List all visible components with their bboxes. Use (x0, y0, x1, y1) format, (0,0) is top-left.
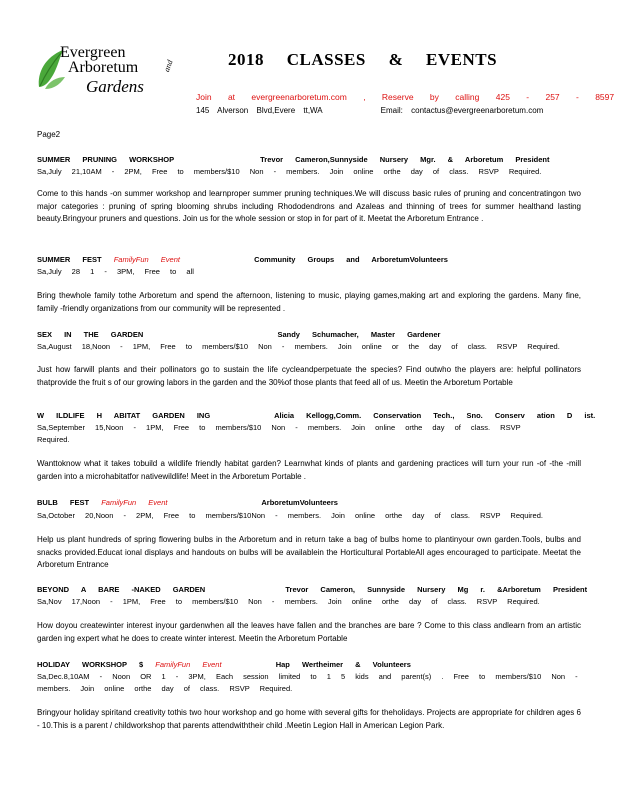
family-fun-tag: FamilyFun (155, 660, 191, 669)
event-tag: Event (148, 498, 168, 507)
reserve-line[interactable]: Join at evergreenarboretum.com , Reserve by calling 425 - 257 - 8597 (196, 92, 615, 102)
event-description: Bringyour holiday spiritand creativity tothis two hour workshop and go home with several gifts for theholidays. Projects are appropriate for children ages 6 - 10.This is a parent / childworkshop that parents attendwiththeir child .Meetin Legion Hall in American Legion Park. (37, 708, 581, 730)
logo-line-evergreen: Evergreen (60, 44, 126, 61)
event-tag: Event (202, 660, 222, 669)
event-tag: Event (160, 255, 180, 264)
event-presenter: Hap Wertheimer & Volunteers (275, 660, 411, 669)
event-details: Sa,August 18,Noon - 1PM, Free to members/$10 Non - members. Join online or the day of class. RSVP Required. (37, 342, 560, 351)
event-details: Sa,July 21,10AM - 2PM, Free to members/$10 Non - members. Join online orthe day of class. RSVP Required. (37, 167, 542, 176)
event-title: BULB FEST (37, 498, 90, 507)
page-label: Page2 (37, 130, 61, 139)
event-details-cont: Required. (37, 435, 70, 444)
event-presenter: Sandy Schumacher, Master Gardener (277, 330, 441, 339)
event-heading (37, 660, 411, 669)
event-description: Wanttoknow what it takes tobuild a wildlife friendly habitat garden? Learnwhat kinds of plants and gardening practices will turn your run -of -the -mill garden into a microhabitatfor nativewildlife! Meet in the Arboretum Portable . (37, 459, 581, 481)
event-presenter: Community Groups and ArboretumVolunteers (254, 255, 448, 264)
event-heading (37, 411, 595, 420)
event-description: How doyou createwinter interest inyour gardenwhen all the leaves have fallen and the branches are bare ? Come to this class andlearn from an artistic garden ing expert what he does to create winter interest. Meetin the Arboretum Portable (37, 621, 581, 643)
event-title: SEX IN THE GARDEN (37, 330, 144, 339)
event-details: Sa,Nov 17,Noon - 1PM, Free to members/$10 Non - members. Join online orthe day of class. RSVP Required. (37, 597, 540, 606)
event-title: HOLIDAY WORKSHOP (37, 660, 127, 669)
event-heading (37, 498, 338, 507)
event-title: W ILDLIFE H ABITAT GARDEN ING (37, 411, 211, 420)
event-details: Sa,July 28 1 - 3PM, Free to all (37, 267, 194, 276)
event-heading (37, 255, 448, 264)
event-description: Just how farwill plants and their pollinators go to sustain the life cycleandperpetuate the species? Find outwho the players are: helpful pollinators thatprovide the fruit s of our growing labors in the garden and the 30%of those plants that feed all of us. Meetin the Arboretum Portable (37, 365, 581, 387)
event-presenter: ArboretumVolunteers (261, 498, 338, 507)
event-description: Help us plant hundreds of spring flowering bulbs in the Arboretum and in return take a bag of bulbs home to plantinyour own garden.Tools, bulbs and snacks provided.Educat ional displays and handouts on bulbs will be availablein the Horticultural PortableAll ages encouraged to participate. Meetat the Arboretum Entrance (37, 535, 581, 569)
page-title: 2018 CLASSES & EVENTS (228, 50, 498, 69)
event-title: SUMMER PRUNING WORKSHOP (37, 155, 174, 164)
email-address[interactable]: Email: contactus@evergreenarboretum.com (380, 106, 544, 115)
event-description: Come to this hands -on summer workshop and learnproper summer pruning techniques.We will discuss basic rules of pruning and concentratingon two major categories : pruning of spring blooming shrubs including Rhododendrons and Azaleas and thinning of trees for summer healthand lasting beauty.Bringyour pruners and questions. Join us for the whole session or stop in for part of it. Meetat the Arboretum Entrance . (37, 189, 581, 223)
street-address: 145 Alverson Blvd,Evere tt,WA (196, 106, 323, 115)
event-title: SUMMER FEST (37, 255, 102, 264)
logo-line-gardens: Gardens (86, 77, 144, 96)
event-details: Sa,Dec.8,10AM - Noon OR 1 - 3PM, Each session limited to 1 5 kids and parent(s) . Free to members/$10 Non - (37, 672, 578, 681)
event-heading (37, 155, 550, 164)
logo-line-arboretum: Arboretum (68, 59, 139, 76)
event-description: Bring thewhole family tothe Arboretum and spend the afternoon, listening to music, playing games,making art and exploring the gardens. Many fine, family -friendly organizations from our community will be represented . (37, 291, 581, 313)
event-presenter: Alicia Kellogg,Comm. Conservation Tech., Sno. Conserv ation D ist. (274, 411, 596, 420)
event-heading (37, 330, 440, 339)
family-fun-tag: FamilyFun (101, 498, 137, 507)
event-presenter: Trevor Cameron,Sunnyside Nursery Mgr. & Arboretum President (260, 155, 550, 164)
event-title: BEYOND A BARE -NAKED GARDEN (37, 585, 206, 594)
tag-prefix: $ (138, 660, 144, 669)
event-presenter: Trevor Cameron, Sunnyside Nursery Mg r. &Arboretum President (285, 585, 588, 594)
family-fun-tag: FamilyFun (113, 255, 149, 264)
event-details: Sa,September 15,Noon - 1PM, Free to members/$10 Non - members. Join online orthe day of class. RSVP (37, 423, 521, 432)
event-heading (37, 585, 587, 594)
logo-and: and (162, 58, 175, 74)
address-line (196, 106, 543, 115)
event-details: Sa,October 20,Noon - 2PM, Free to members/$10Non - members. Join online orthe day of class. RSVP Required. (37, 511, 543, 520)
event-details-cont: members. Join online orthe day of class. RSVP Required. (37, 684, 293, 693)
